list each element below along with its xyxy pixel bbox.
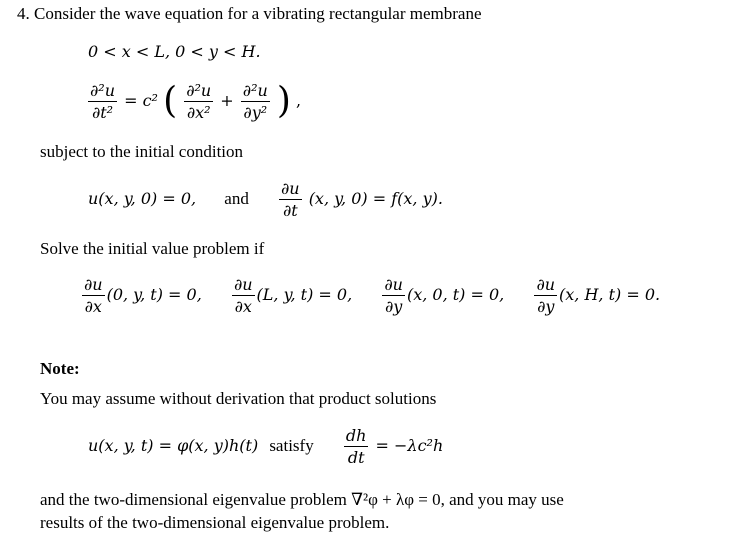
final-text-1: and the two-dimensional eigenvalue problem ∇²φ + λφ = 0, and you may use [40,490,564,509]
bc-2: $\frac{\partial u}{\partial x}$ (L, y, t) = 0, [233,275,353,316]
pde-term-x: $\frac{\text{∂²u}}{\text{∂x²}}$ [186,81,212,122]
final-text-2: results of the two-dimensional eigenvalue problem. [40,513,390,532]
right-paren: ) [276,80,291,122]
bc-1: $\frac{\partial u}{\partial x}$ (0, y, t) = 0, [84,275,202,316]
problem-number: 4. [17,4,30,23]
ic1: u(x, y, 0) = 0, [88,189,197,209]
bc-3: $\frac{\partial u}{\partial y}$ (x, 0, t) = 0, [384,275,505,316]
ic-and: and [224,189,249,209]
ode-rest: = −λc²h [375,436,444,456]
left-paren: ( [163,80,178,122]
product-solution [88,427,443,466]
boundary-conditions [80,276,660,315]
satisfy-text: satisfy [269,436,314,456]
bc-4: $\frac{\partial u}{\partial y}$ (x, H, t) = 0. [536,275,661,316]
product-form: u(x, y, t) = φ(x, y)h(t) [88,436,259,456]
ic2-derivative: $\frac{\partial u}{\partial t}$ [281,179,300,220]
wave-equation [86,82,301,121]
pde-plus: + [220,91,234,111]
problem-intro: Consider the wave equation for a vibrating rectangular membrane [34,4,482,23]
problem-header [17,5,482,22]
note-label: Note: [40,359,80,378]
pde-equals: = c² [124,91,158,111]
ode-derivative: $\frac{dh}{dt}$ [345,426,367,467]
pde-term-y: $\frac{\text{∂²u}}{\text{∂y²}}$ [242,81,268,122]
initial-conditions [88,180,443,219]
domain-statement: 0 < x < L, 0 < y < H. [88,42,261,61]
pde-comma: , [296,91,302,111]
ic2-rest: (x, y, 0) = f(x, y). [308,189,443,209]
pde-lhs: $\frac{\text{∂²u}}{\text{∂t²}}$ [90,81,115,122]
subject-text: subject to the initial condition [40,142,244,161]
note-text: You may assume without derivation that product solutions [40,389,437,408]
solve-text: Solve the initial value problem if [40,239,265,258]
